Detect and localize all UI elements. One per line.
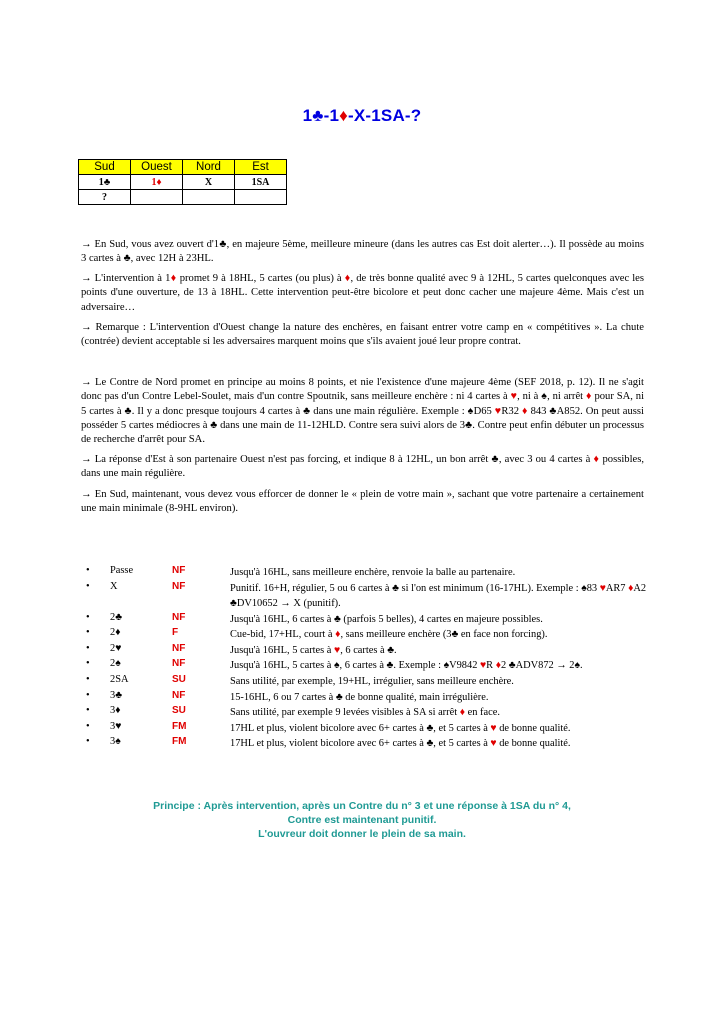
- cell-ouest-1: 1♦: [131, 175, 183, 190]
- paragraph-contre: → Le Contre de Nord promet en principe au moins 8 points, et nie l'existence d'une majeure 4ème (SEF 2018, p. 12). Il ne s'agit donc pas d'un Contre Lebel-Soulet, mais d'un contre Spoutnik, sans meilleure enchère : ni 4 cartes à ♥, ni à ♠, ni arrêt ♦ pour SA, ni 5 cartes à ♣. Il y a donc presque toujours 4 cartes à ♣ dans une main régulière. Exemple : ♠D65 ♥R32 ♦ 843 ♣A852. On peut aussi posséder 5 cartes médiocres à ♣ dans une main de 11-12HLD. Contre sera suivi alors de 3♣. Contre peut enfin débuter un processus de recherche d'arrêt pour SA.: [81, 377, 645, 446]
- paragraph-sud: → En Sud, maintenant, vous devez vous efforcer de donner le « plein de votre main », sachant que votre partenaire a certainement une main minimale (8-9HL environ).: [81, 489, 644, 515]
- page-title: [0, 106, 724, 126]
- header-sud: Sud: [79, 160, 131, 175]
- paragraph-remark: → Remarque : L'intervention d'Ouest change la nature des enchères, en faisant entrer votre camp en « compétitives ». La chute (contrée) devient acceptable si les adversaires marquent moins que s'ils avaient joué leur propre contrat.: [81, 322, 644, 348]
- title-part-1: 1♣-1: [302, 106, 340, 125]
- bid-code: NF: [172, 580, 186, 592]
- bid-label: 2♣: [110, 611, 123, 623]
- list-item: • 3♠ FM 17HL et plus, violent bicolore avec 6+ cartes à ♣, et 5 cartes à ♥ de bonne qualité.: [80, 736, 680, 752]
- paragraph-intervention: → L'intervention à 1♦ promet 9 à 18HL, 5 cartes (ou plus) à ♦, de très bonne qualité avec 9 à 12HL, 5 cartes quelconques avec les points d'une ouverture, de 13 à 18HL. Cette intervention peut-être bicolore et peut donc cacher une majeure 4ème. Mais c'est un adversaire…: [81, 273, 644, 313]
- principle-line-1: Principe : Après intervention, après un Contre du n° 3 et une réponse à 1SA du n° 4,: [153, 800, 571, 812]
- bid-code: FM: [172, 736, 187, 748]
- list-item: • 3♦ SU Sans utilité, par exemple 9 levées visibles à SA si arrêt ♦ en face.: [80, 705, 680, 721]
- bid-label: Passe: [110, 565, 134, 576]
- paragraph-reponse: → La réponse d'Est à son partenaire Ouest n'est pas forcing, et indique 8 à 12HL, un bon arrêt ♣, avec 3 ou 4 cartes à ♦ possibles, dans une main régulière.: [81, 454, 644, 480]
- list-item: • Passe NF Jusqu'à 16HL, sans meilleure enchère, renvoie la balle au partenaire.: [80, 565, 680, 581]
- bid-desc: Jusqu'à 16HL, 6 cartes à ♣ (parfois 5 belles), 4 cartes en majeure possibles.: [230, 613, 543, 625]
- bid-code: NF: [172, 611, 186, 623]
- bid-label: 2SA: [110, 673, 129, 685]
- cell-nord-1: X: [183, 175, 235, 190]
- bid-desc: 17HL et plus, violent bicolore avec 6+ cartes à ♣, et 5 cartes à ♥ de bonne qualité.: [230, 722, 571, 734]
- list-item: • 2♦ F Cue-bid, 17+HL, court à ♦, sans meilleure enchère (3♣ en face non forcing).: [80, 627, 680, 643]
- bid-code: NF: [172, 689, 186, 701]
- bid-code: SU: [172, 673, 186, 685]
- bid-desc: Jusqu'à 16HL, 5 cartes à ♠, 6 cartes à ♣. Exemple : ♠V9842 ♥R ♦2 ♣ADV872 → 2♠.: [230, 660, 583, 672]
- bid-label: 2♦: [110, 627, 121, 639]
- bid-desc: Sans utilité, par exemple, 19+HL, irrégulier, sans meilleure enchère.: [230, 675, 514, 687]
- bid-label: 3♠: [110, 736, 121, 748]
- list-item: • 2SA SU Sans utilité, par exemple, 19+HL, irrégulier, sans meilleure enchère.: [80, 674, 680, 690]
- bid-code: FM: [172, 720, 187, 732]
- list-item: • 2♥ NF Jusqu'à 16HL, 5 cartes à ♥, 6 cartes à ♣.: [80, 643, 680, 659]
- list-item: • 2♠ NF Jusqu'à 16HL, 5 cartes à ♠, 6 cartes à ♣. Exemple : ♠V9842 ♥R ♦2 ♣ADV872 → 2♠.: [80, 658, 680, 674]
- bidding-table: [78, 159, 287, 205]
- bid-label: 3♥: [110, 720, 122, 732]
- header-ouest: Ouest: [131, 160, 183, 175]
- bid-label: 3♣: [110, 689, 123, 701]
- bid-desc: 17HL et plus, violent bicolore avec 6+ cartes à ♣, et 5 cartes à ♥ de bonne qualité.: [230, 738, 571, 750]
- bid-code: SU: [172, 705, 186, 717]
- principle-note: [0, 799, 724, 841]
- cell-est-1: 1SA: [235, 175, 287, 190]
- header-nord: Nord: [183, 160, 235, 175]
- bid-code: NF: [172, 658, 186, 670]
- bid-options-list: [80, 565, 680, 752]
- bid-label: 2♠: [110, 658, 121, 670]
- bid-desc: Jusqu'à 16HL, 5 cartes à ♥, 6 cartes à ♣.: [230, 644, 397, 656]
- bid-desc: Punitif. 16+H, régulier, 5 ou 6 cartes à ♣ si l'on est minimum (16-17HL). Exemple : ♠83 ♥AR7 ♦A2 ♣DV10652 → X (punitif).: [230, 582, 647, 609]
- bid-desc: Cue-bid, 17+HL, court à ♦, sans meilleure enchère (3♣ en face non forcing).: [230, 629, 548, 641]
- bid-desc: Jusqu'à 16HL, sans meilleure enchère, renvoie la balle au partenaire.: [230, 567, 516, 578]
- list-item: • 3♥ FM 17HL et plus, violent bicolore avec 6+ cartes à ♣, et 5 cartes à ♥ de bonne qualité.: [80, 721, 680, 737]
- principle-line-2: Contre est maintenant punitif.: [287, 814, 437, 826]
- bid-label: 2♥: [110, 642, 122, 654]
- bid-code: F: [172, 627, 179, 639]
- list-item: • 3♣ NF 15-16HL, 6 ou 7 cartes à ♣ de bonne qualité, main irrégulière.: [80, 690, 680, 706]
- cell-ouest-2: [131, 190, 183, 205]
- list-item: • X NF Punitif. 16+H, régulier, 5 ou 6 cartes à ♣ si l'on est minimum (16-17HL). Exemple : ♠83 ♥AR7 ♦A2 ♣DV10652 → X (punitif).: [80, 581, 680, 612]
- cell-sud-2: ?: [79, 190, 131, 205]
- bid-label: 3♦: [110, 705, 121, 717]
- bid-desc: Sans utilité, par exemple 9 levées visibles à SA si arrêt ♦ en face.: [230, 707, 500, 719]
- paragraph-opening: → En Sud, vous avez ouvert d'1♣, en majeure 5ème, meilleure mineure (dans les autres cas Est doit alerter…). Il possède au moins 3 cartes à ♣, avec 12H à 23HL.: [81, 239, 644, 265]
- bid-desc: 15-16HL, 6 ou 7 cartes à ♣ de bonne qualité, main irrégulière.: [230, 691, 489, 703]
- header-est: Est: [235, 160, 287, 175]
- bid-code: NF: [172, 565, 186, 576]
- bid-label: X: [110, 580, 118, 592]
- title-diamond: ♦: [339, 106, 348, 125]
- cell-sud-1: 1♣: [79, 175, 131, 190]
- cell-nord-2: [183, 190, 235, 205]
- bid-code: NF: [172, 642, 186, 654]
- cell-est-2: [235, 190, 287, 205]
- principle-line-3: L'ouvreur doit donner le plein de sa main.: [258, 828, 466, 840]
- list-item: • 2♣ NF Jusqu'à 16HL, 6 cartes à ♣ (parfois 5 belles), 4 cartes en majeure possibles.: [80, 612, 680, 628]
- title-part-3: -X-1SA-?: [348, 106, 422, 125]
